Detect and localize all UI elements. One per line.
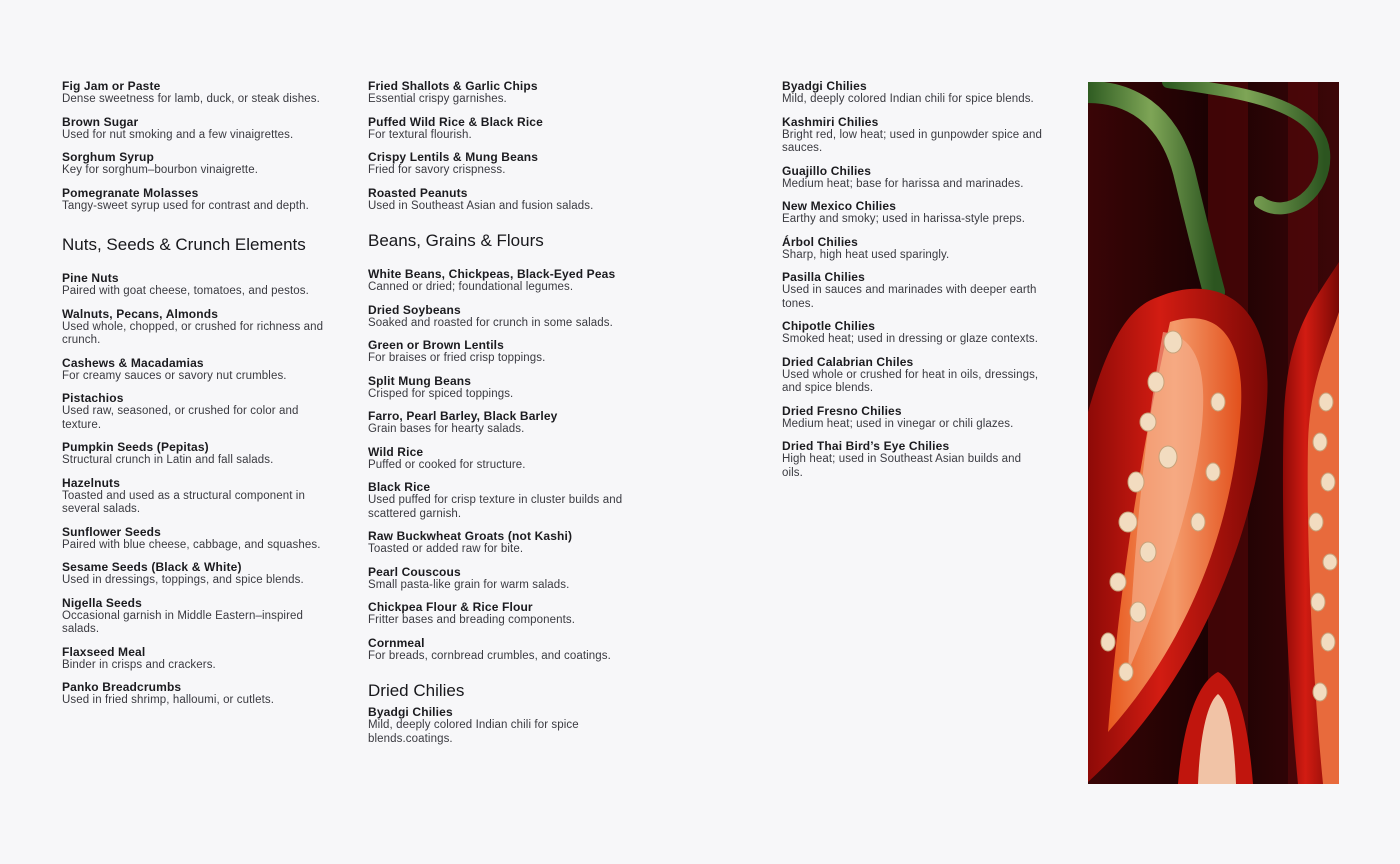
list-item (62, 560, 327, 588)
item-name: Sorghum Syrup (62, 150, 154, 164)
item-name: Panko Breadcrumbs (62, 680, 182, 694)
item-description: Earthy and smoky; used in harissa-style preps. (782, 213, 1026, 225)
list-item (782, 115, 1042, 156)
item-description: Used whole or crushed for heat in oils, dressings, and spice blends. (782, 368, 1039, 394)
item-description: Puffed or cooked for structure. (368, 458, 526, 471)
item-description: Sharp, high heat used sparingly. (782, 248, 950, 261)
column-2 (368, 79, 628, 754)
item-name: White Beans, Chickpeas, Black-Eyed Peas (368, 267, 616, 281)
nuts-seeds-list (62, 271, 327, 708)
item-description: For textural flourish. (368, 128, 472, 141)
list-item (782, 235, 1042, 263)
item-name: Cornmeal (368, 635, 425, 650)
item-name: Guajillo Chilies (782, 163, 872, 178)
item-name: Fig Jam or Paste (62, 79, 161, 93)
list-item (368, 636, 628, 664)
list-item (368, 79, 628, 107)
item-description: Paired with blue cheese, cabbage, and squashes. (62, 538, 321, 551)
list-item (62, 356, 327, 384)
list-item (782, 164, 1042, 192)
item-name: Cashews & Macadamias (62, 355, 204, 370)
item-description: Mild, deeply colored Indian chili for spice blends. (782, 93, 1034, 105)
item-description: Toasted and used as a structural component in several salads. (62, 489, 305, 515)
item-name: Flaxseed Meal (62, 644, 146, 659)
item-name: Byadgi Chilies (782, 79, 867, 93)
list-item (368, 150, 628, 178)
item-description: Medium heat; base for harissa and marinades. (782, 177, 1024, 190)
item-name: Pomegranate Molasses (62, 185, 199, 200)
item-description: Fried for savory crispness. (368, 164, 506, 176)
item-name: Walnuts, Pecans, Almonds (62, 306, 219, 321)
item-description: Used whole, chopped, or crushed for richness and crunch. (62, 320, 324, 346)
column-1 (62, 79, 327, 716)
item-name: Crispy Lentils & Mung Beans (368, 150, 539, 164)
item-description: Structural crunch in Latin and fall salads. (62, 454, 274, 466)
item-name: Puffed Wild Rice & Black Rice (368, 114, 543, 129)
list-item (368, 705, 628, 746)
list-item (62, 115, 327, 143)
item-name: Hazelnuts (62, 475, 121, 490)
list-item (368, 445, 628, 473)
list-item (782, 79, 1042, 107)
list-item (368, 565, 628, 593)
item-description: For braises or fried crisp toppings. (368, 352, 546, 364)
item-description: For creamy sauces or savory nut crumbles. (62, 369, 287, 382)
item-name: Split Mung Beans (368, 373, 472, 388)
item-description: Tangy-sweet syrup used for contrast and depth. (62, 199, 309, 212)
chilies-list (782, 79, 1042, 480)
list-item (368, 480, 628, 521)
list-item (62, 440, 327, 468)
item-description: Fritter bases and breading components. (368, 614, 576, 626)
list-item (368, 267, 628, 295)
list-item (62, 186, 327, 214)
section-heading-nuts: Nuts, Seeds & Crunch Elements (62, 235, 306, 254)
item-description: Medium heat; used in vinegar or chili glazes. (782, 417, 1014, 430)
list-item (62, 391, 327, 432)
item-description: Bright red, low heat; used in gunpowder spice and sauces. (782, 128, 1042, 154)
item-name: Pasilla Chilies (782, 270, 865, 284)
item-name: Árbol Chilies (782, 234, 858, 249)
item-description: Used in Southeast Asian and fusion salads. (368, 199, 594, 212)
item-name: Pistachios (62, 391, 124, 405)
item-description: High heat; used in Southeast Asian builds and oils. (782, 453, 1022, 479)
item-name: Dried Calabrian Chiles (782, 354, 914, 369)
list-item (62, 150, 327, 178)
beans-grains-list (368, 267, 628, 663)
item-description: Smoked heat; used in dressing or glaze contexts. (782, 333, 1039, 345)
item-name: Raw Buckwheat Groats (not Kashi) (368, 529, 573, 543)
dried-chilies-list (368, 705, 628, 746)
list-item (782, 319, 1042, 347)
item-description: Used raw, seasoned, or crushed for color and texture. (62, 405, 299, 431)
item-name: Black Rice (368, 480, 431, 494)
item-description: Key for sorghum–bourbon vinaigrette. (62, 164, 259, 176)
item-name: Green or Brown Lentils (368, 338, 504, 352)
list-item (368, 186, 628, 214)
item-description: For breads, cornbread crumbles, and coatings. (368, 649, 611, 662)
list-item (368, 529, 628, 557)
item-description: Used for nut smoking and a few vinaigrettes. (62, 128, 294, 141)
item-name: Dried Fresno Chilies (782, 403, 902, 418)
item-name: Wild Rice (368, 444, 424, 459)
item-name: Nigella Seeds (62, 595, 142, 610)
item-name: Chipotle Chilies (782, 319, 876, 333)
item-description: Grain bases for hearty salads. (368, 423, 525, 435)
item-description: Essential crispy garnishes. (368, 93, 507, 105)
item-description: Crisped for spiced toppings. (368, 387, 514, 400)
list-item (368, 303, 628, 331)
column-3 (782, 79, 1042, 488)
list-item (62, 645, 327, 673)
list-item (62, 525, 327, 553)
item-description: Mild, deeply colored Indian chili for spice blends.coatings. (368, 719, 579, 745)
list-item (368, 374, 628, 402)
item-name: Roasted Peanuts (368, 185, 468, 200)
list-item (782, 270, 1042, 311)
list-item (62, 476, 327, 517)
item-description: Used puffed for crisp texture in cluster builds and scattered garnish. (368, 494, 623, 520)
list-item (782, 439, 1042, 480)
list-item (782, 404, 1042, 432)
list-item (62, 307, 327, 348)
item-description: Toasted or added raw for bite. (368, 543, 524, 555)
item-name: Brown Sugar (62, 114, 139, 129)
list-item (368, 338, 628, 366)
item-description: Canned or dried; foundational legumes. (368, 281, 574, 293)
list-item (62, 79, 327, 107)
list-item (782, 199, 1042, 227)
item-name: Sunflower Seeds (62, 524, 161, 539)
item-description: Paired with goat cheese, tomatoes, and pestos. (62, 285, 309, 297)
item-description: Used in dressings, toppings, and spice blends. (62, 574, 304, 586)
section-heading-beans: Beans, Grains & Flours (368, 231, 544, 250)
pantry-list-top (62, 79, 327, 213)
item-name: Pearl Couscous (368, 564, 461, 579)
list-item (368, 409, 628, 437)
list-item (62, 596, 327, 637)
item-name: Chickpea Flour & Rice Flour (368, 600, 533, 614)
list-item (368, 600, 628, 628)
chili-pepper-photo (1088, 82, 1339, 784)
section-heading-chilies: Dried Chilies (368, 681, 465, 700)
item-name: Byadgi Chilies (368, 705, 453, 719)
item-description: Used in sauces and marinades with deeper earth tones. (782, 284, 1037, 310)
item-name: Farro, Pearl Barley, Black Barley (368, 409, 558, 423)
item-name: Dried Soybeans (368, 302, 461, 317)
item-description: Binder in crisps and crackers. (62, 658, 216, 671)
item-description: Dense sweetness for lamb, duck, or steak dishes. (62, 93, 320, 105)
item-name: Dried Thai Bird’s Eye Chilies (782, 439, 950, 453)
list-item (62, 271, 327, 299)
item-name: New Mexico Chilies (782, 199, 897, 213)
item-name: Sesame Seeds (Black & White) (62, 560, 242, 574)
item-description: Soaked and roasted for crunch in some salads. (368, 316, 613, 329)
item-description: Small pasta-like grain for warm salads. (368, 578, 570, 591)
item-description: Occasional garnish in Middle Eastern–inspired salads. (62, 609, 304, 635)
item-name: Pine Nuts (62, 271, 119, 285)
crunch-list-top (368, 79, 628, 213)
list-item (782, 355, 1042, 396)
list-item (368, 115, 628, 143)
item-name: Fried Shallots & Garlic Chips (368, 79, 538, 93)
item-description: Used in fried shrimp, halloumi, or cutlets. (62, 694, 275, 706)
list-item (62, 680, 327, 708)
item-name: Pumpkin Seeds (Pepitas) (62, 440, 209, 454)
item-name: Kashmiri Chilies (782, 114, 879, 129)
